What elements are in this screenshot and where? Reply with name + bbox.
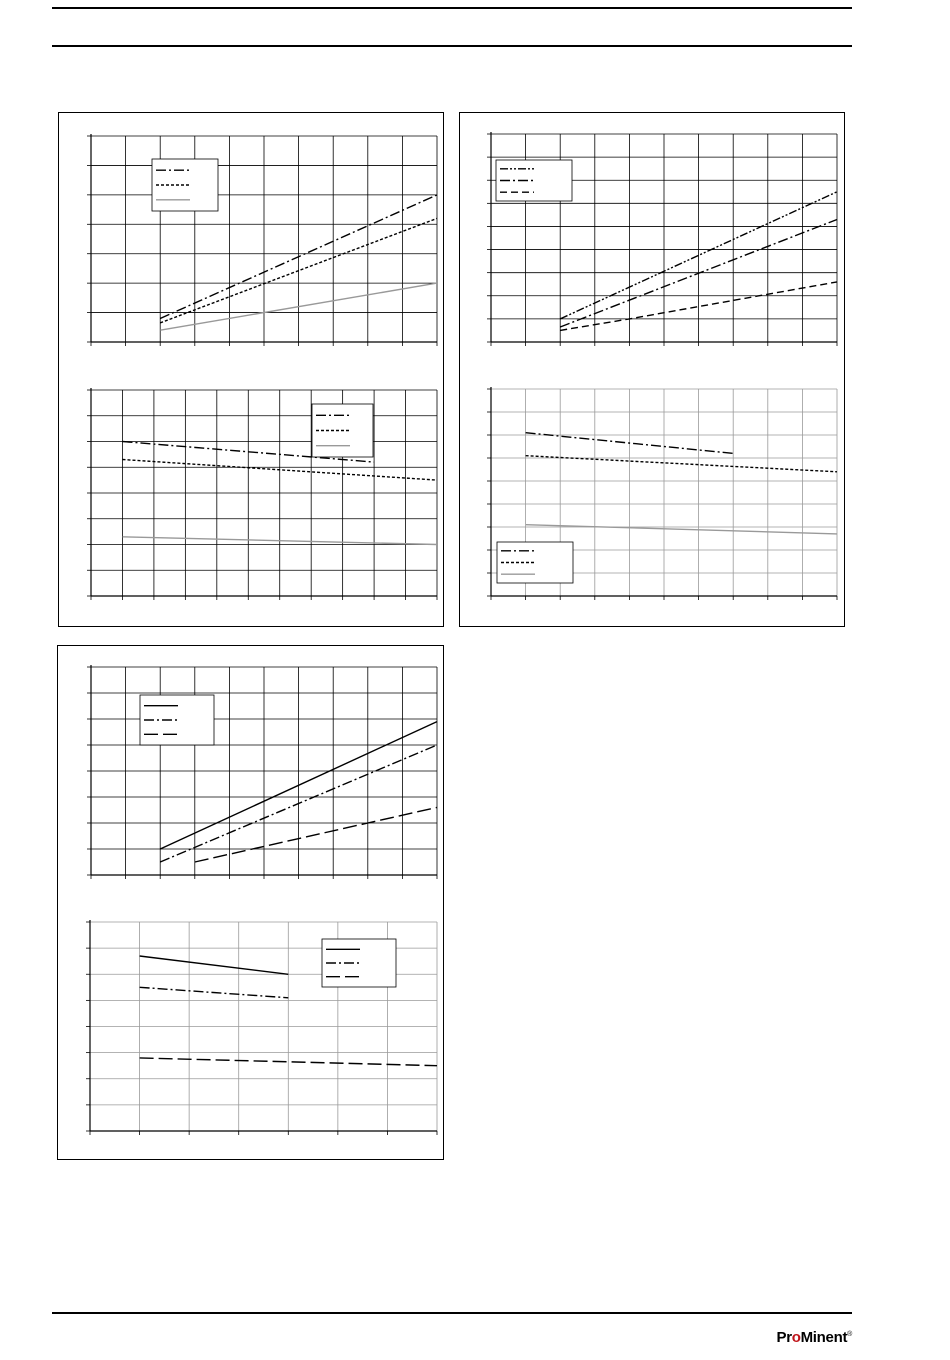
chart-4-legend xyxy=(497,542,573,583)
logo-accent-o: o xyxy=(791,1329,801,1346)
chart-panel-1 xyxy=(58,112,444,627)
footer-rule xyxy=(52,1312,852,1314)
chart-6-legend xyxy=(322,939,396,987)
prominent-logo: ProMinent® xyxy=(776,1329,852,1346)
header-rule-top xyxy=(52,7,852,9)
chart-panel-3 xyxy=(57,645,444,1160)
chart-3-legend xyxy=(312,404,373,457)
header-rule-bottom xyxy=(52,45,852,47)
chart-6 xyxy=(58,646,445,1161)
chart-4 xyxy=(460,113,846,628)
series-line-3 xyxy=(526,525,837,534)
chart-panel-2 xyxy=(459,112,845,627)
chart-3-plot-area xyxy=(87,388,437,600)
series-line-2 xyxy=(140,987,289,998)
chart-3 xyxy=(59,113,445,628)
series-line-1 xyxy=(140,956,289,974)
